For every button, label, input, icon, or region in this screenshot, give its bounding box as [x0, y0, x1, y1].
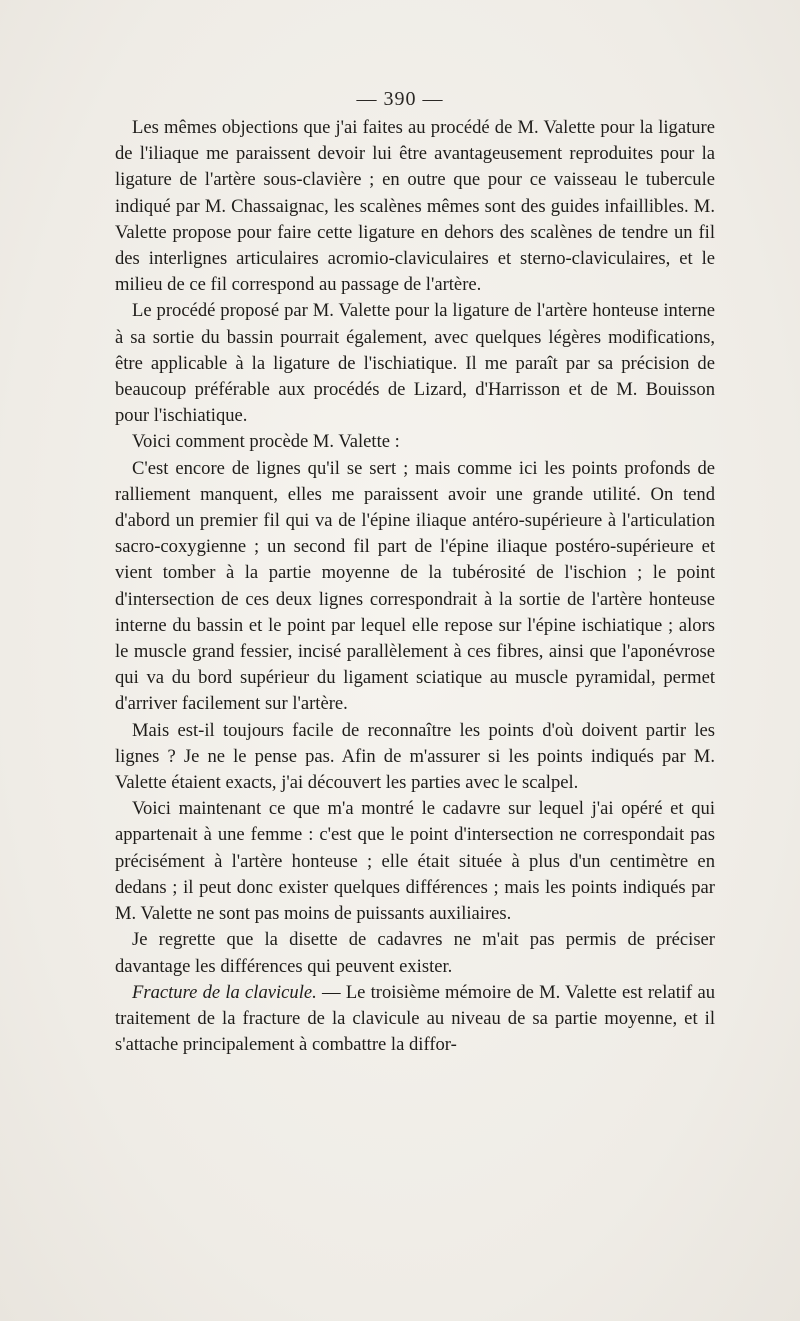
paragraph-2: Le procédé proposé par M. Valette pour la ligature de l'artère honteuse interne à sa sortie du bassin pourrait également, avec quelques légères modifications, être applicable à la ligature de l'ischiatique. Il me paraît par sa précision de beaucoup préférable aux procédés de Lizard, d'Harrisson et de M. Bouisson pour l'ischiatique.: [115, 300, 715, 427]
paragraph-1: Les mêmes objections que j'ai faites au procédé de M. Valette pour la ligature de l'iliaque me paraissent devoir lui être avantageusement reproduites pour la ligature de l'artère sous-clavière ; en outre que pour ce vaisseau le tubercule indiqué par M. Chassaignac, les scalènes mêmes sont des guides infaillibles. M. Valette propose pour faire cette ligature en dehors des scalènes de tendre un fil des interlignes articulaires acromio-claviculaires et sterno-claviculaires, et le milieu de ce fil correspond au passage de l'artère.: [115, 117, 715, 296]
section-heading-italic: Fracture de la clavicule.: [132, 981, 317, 1003]
paragraph-5: Mais est-il toujours facile de reconnaître les points d'où doivent partir les lignes ? Je ne le pense pas. Afin de m'assurer si les points indiqués par M. Valette étaient exacts, j'ai découvert les parties avec le scalpel.: [115, 719, 715, 794]
paragraph-8: [115, 980, 715, 1059]
paragraph-6: Voici maintenant ce que m'a montré le cadavre sur lequel j'ai opéré et qui appartenait à une femme : c'est que le point d'intersection ne correspondait pas précisément à l'artère honteuse ; elle était située à plus d'un centimètre en dedans ; il peut donc exister quelques différences ; mais les points indiqués par M. Valette ne sont pas moins de puissants auxiliaires.: [115, 798, 715, 925]
paragraph-3: Voici comment procède M. Valette :: [132, 431, 400, 453]
paragraph-7: Je regrette que la disette de cadavres ne m'ait pas permis de préciser davantage les différences qui peuvent exister.: [115, 929, 715, 977]
body-text: [115, 115, 715, 1058]
paragraph-4: C'est encore de lignes qu'il se sert ; mais comme ici les points profonds de ralliement manquent, elles me paraissent avoir une grande utilité. On tend d'abord un premier fil qui va de l'épine iliaque antéro-supérieure à l'articulation sacro-coxygienne ; un second fil part de l'épine iliaque postéro-supérieure et vient tomber à la partie moyenne de la tubérosité de l'ischion ; le point d'intersection de ces deux lignes correspondrait à la sortie de l'artère honteuse interne du bassin et le point par lequel elle repose sur l'épine ischiatique ; alors le muscle grand fessier, incisé parallèlement à ces fibres, ainsi que l'aponévrose qui va du bord supérieur du ligament sciatique au muscle pyramidal, permet d'arriver facilement sur l'artère.: [115, 457, 715, 715]
page-number: — 390 —: [356, 88, 444, 110]
paragraph-8-text: — Le troisième mémoire de M. Valette est relatif au traitement de la fracture de la clavicule au niveau de sa partie moyenne, et il s'attache principalement à combattre la diffor-: [115, 981, 715, 1056]
